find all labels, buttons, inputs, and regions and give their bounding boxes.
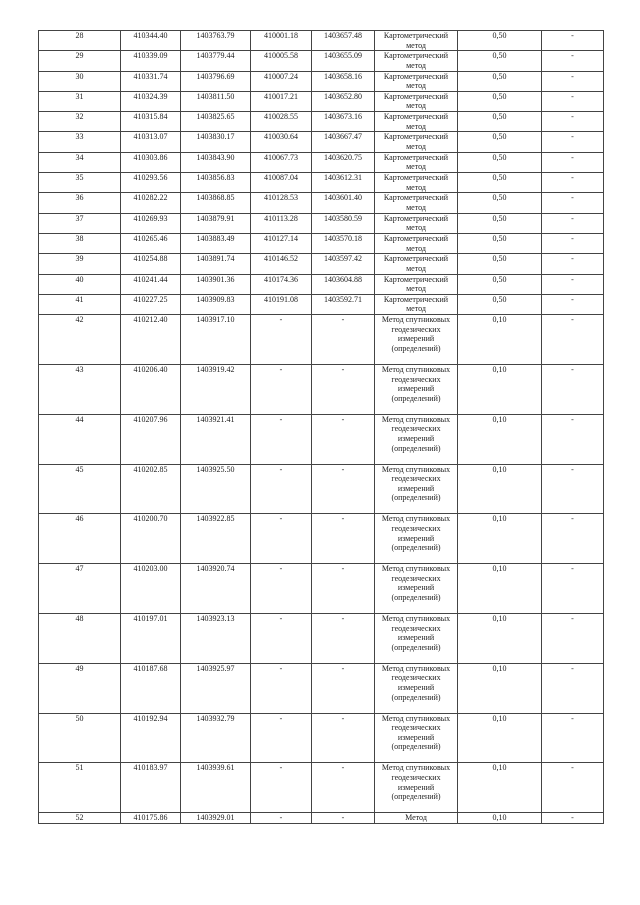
note-cell: - [542, 414, 604, 464]
accuracy-cell: 0,50 [458, 91, 542, 111]
x-coordinate-cell: 410200.70 [121, 514, 181, 564]
table-row [39, 713, 604, 763]
x-coordinate-cell: 410206.40 [121, 364, 181, 414]
method-cell: Картометрический метод [375, 233, 458, 253]
x-coordinate-cell: 410313.07 [121, 132, 181, 152]
note-cell: - [542, 112, 604, 132]
point-number-cell: 47 [39, 564, 121, 614]
table-row [39, 274, 604, 294]
accuracy-cell: 0,50 [458, 51, 542, 71]
accuracy-cell: 0,50 [458, 152, 542, 172]
note-cell: - [542, 233, 604, 253]
prev-x-coordinate-cell: - [251, 364, 312, 414]
prev-y-coordinate-cell: 1403612.31 [312, 173, 375, 193]
table-row [39, 132, 604, 152]
accuracy-cell: 0,10 [458, 414, 542, 464]
prev-x-coordinate-cell: - [251, 564, 312, 614]
method-cell: Картометрический метод [375, 132, 458, 152]
method-cell: Метод спутниковых геодезических измерений (определений) [375, 763, 458, 813]
method-cell: Картометрический метод [375, 254, 458, 274]
x-coordinate-cell: 410265.46 [121, 233, 181, 253]
prev-x-coordinate-cell: - [251, 464, 312, 514]
method-cell: Метод спутниковых геодезических измерений (определений) [375, 315, 458, 365]
y-coordinate-cell: 1403939.61 [181, 763, 251, 813]
note-cell: - [542, 254, 604, 274]
x-coordinate-cell: 410241.44 [121, 274, 181, 294]
x-coordinate-cell: 410344.40 [121, 31, 181, 51]
note-cell: - [542, 51, 604, 71]
table-row [39, 173, 604, 193]
note-cell: - [542, 464, 604, 514]
prev-y-coordinate-cell: 1403673.16 [312, 112, 375, 132]
accuracy-cell: 0,50 [458, 193, 542, 213]
accuracy-cell: 0,50 [458, 132, 542, 152]
table-row [39, 71, 604, 91]
note-cell: - [542, 663, 604, 713]
point-number-cell: 46 [39, 514, 121, 564]
note-cell: - [542, 31, 604, 51]
prev-x-coordinate-cell: 410191.08 [251, 294, 312, 314]
y-coordinate-cell: 1403922.85 [181, 514, 251, 564]
table-row [39, 152, 604, 172]
method-cell: Картометрический метод [375, 112, 458, 132]
accuracy-cell: 0,10 [458, 464, 542, 514]
method-cell: Метод спутниковых геодезических измерений (определений) [375, 514, 458, 564]
prev-x-coordinate-cell: - [251, 813, 312, 824]
note-cell: - [542, 132, 604, 152]
x-coordinate-cell: 410187.68 [121, 663, 181, 713]
y-coordinate-cell: 1403779.44 [181, 51, 251, 71]
accuracy-cell: 0,50 [458, 31, 542, 51]
x-coordinate-cell: 410203.00 [121, 564, 181, 614]
table-row [39, 233, 604, 253]
point-number-cell: 49 [39, 663, 121, 713]
prev-x-coordinate-cell: - [251, 514, 312, 564]
prev-x-coordinate-cell: - [251, 315, 312, 365]
point-number-cell: 30 [39, 71, 121, 91]
note-cell: - [542, 274, 604, 294]
prev-y-coordinate-cell: - [312, 813, 375, 824]
note-cell: - [542, 564, 604, 614]
prev-x-coordinate-cell: 410174.36 [251, 274, 312, 294]
x-coordinate-cell: 410282.22 [121, 193, 181, 213]
table-row [39, 414, 604, 464]
y-coordinate-cell: 1403921.41 [181, 414, 251, 464]
point-number-cell: 32 [39, 112, 121, 132]
point-number-cell: 36 [39, 193, 121, 213]
accuracy-cell: 0,50 [458, 173, 542, 193]
y-coordinate-cell: 1403763.79 [181, 31, 251, 51]
prev-y-coordinate-cell: 1403592.71 [312, 294, 375, 314]
method-cell: Картометрический метод [375, 274, 458, 294]
y-coordinate-cell: 1403919.42 [181, 364, 251, 414]
table-row [39, 364, 604, 414]
method-cell: Картометрический метод [375, 51, 458, 71]
x-coordinate-cell: 410175.86 [121, 813, 181, 824]
prev-y-coordinate-cell: - [312, 514, 375, 564]
prev-y-coordinate-cell: 1403597.42 [312, 254, 375, 274]
y-coordinate-cell: 1403917.10 [181, 315, 251, 365]
prev-y-coordinate-cell: 1403620.75 [312, 152, 375, 172]
y-coordinate-cell: 1403901.36 [181, 274, 251, 294]
accuracy-cell: 0,10 [458, 564, 542, 614]
point-number-cell: 34 [39, 152, 121, 172]
point-number-cell: 43 [39, 364, 121, 414]
method-cell: Картометрический метод [375, 152, 458, 172]
prev-y-coordinate-cell: - [312, 663, 375, 713]
point-number-cell: 51 [39, 763, 121, 813]
accuracy-cell: 0,50 [458, 233, 542, 253]
method-cell: Метод спутниковых геодезических измерений (определений) [375, 414, 458, 464]
note-cell: - [542, 152, 604, 172]
table-row [39, 193, 604, 213]
accuracy-cell: 0,50 [458, 294, 542, 314]
x-coordinate-cell: 410303.86 [121, 152, 181, 172]
prev-y-coordinate-cell: - [312, 315, 375, 365]
y-coordinate-cell: 1403843.90 [181, 152, 251, 172]
table-body [39, 31, 604, 824]
point-number-cell: 33 [39, 132, 121, 152]
x-coordinate-cell: 410192.94 [121, 713, 181, 763]
y-coordinate-cell: 1403811.50 [181, 91, 251, 111]
y-coordinate-cell: 1403929.01 [181, 813, 251, 824]
x-coordinate-cell: 410254.88 [121, 254, 181, 274]
accuracy-cell: 0,10 [458, 813, 542, 824]
x-coordinate-cell: 410212.40 [121, 315, 181, 365]
table-row [39, 514, 604, 564]
accuracy-cell: 0,10 [458, 514, 542, 564]
table-row [39, 763, 604, 813]
method-cell: Метод спутниковых геодезических измерений (определений) [375, 564, 458, 614]
prev-x-coordinate-cell: 410005.58 [251, 51, 312, 71]
point-number-cell: 40 [39, 274, 121, 294]
prev-y-coordinate-cell: 1403667.47 [312, 132, 375, 152]
prev-x-coordinate-cell: - [251, 763, 312, 813]
prev-x-coordinate-cell: 410146.52 [251, 254, 312, 274]
accuracy-cell: 0,50 [458, 274, 542, 294]
table-row [39, 464, 604, 514]
prev-y-coordinate-cell: 1403657.48 [312, 31, 375, 51]
x-coordinate-cell: 410339.09 [121, 51, 181, 71]
x-coordinate-cell: 410183.97 [121, 763, 181, 813]
method-cell: Метод спутниковых геодезических измерений (определений) [375, 663, 458, 713]
prev-x-coordinate-cell: 410127.14 [251, 233, 312, 253]
y-coordinate-cell: 1403909.83 [181, 294, 251, 314]
note-cell: - [542, 294, 604, 314]
point-number-cell: 37 [39, 213, 121, 233]
point-number-cell: 41 [39, 294, 121, 314]
x-coordinate-cell: 410315.84 [121, 112, 181, 132]
table-row [39, 51, 604, 71]
table-row [39, 254, 604, 274]
prev-y-coordinate-cell: - [312, 414, 375, 464]
accuracy-cell: 0,10 [458, 364, 542, 414]
accuracy-cell: 0,10 [458, 713, 542, 763]
prev-y-coordinate-cell: 1403601.40 [312, 193, 375, 213]
prev-y-coordinate-cell: 1403652.80 [312, 91, 375, 111]
y-coordinate-cell: 1403925.97 [181, 663, 251, 713]
x-coordinate-cell: 410293.56 [121, 173, 181, 193]
prev-x-coordinate-cell: 410113.28 [251, 213, 312, 233]
prev-y-coordinate-cell: - [312, 364, 375, 414]
y-coordinate-cell: 1403883.49 [181, 233, 251, 253]
x-coordinate-cell: 410207.96 [121, 414, 181, 464]
point-number-cell: 42 [39, 315, 121, 365]
point-number-cell: 28 [39, 31, 121, 51]
method-cell: Метод спутниковых геодезических измерений (определений) [375, 713, 458, 763]
method-cell: Картометрический метод [375, 193, 458, 213]
method-cell: Метод спутниковых геодезических измерений (определений) [375, 364, 458, 414]
prev-y-coordinate-cell: - [312, 613, 375, 663]
x-coordinate-cell: 410331.74 [121, 71, 181, 91]
y-coordinate-cell: 1403891.74 [181, 254, 251, 274]
prev-x-coordinate-cell: 410017.21 [251, 91, 312, 111]
y-coordinate-cell: 1403830.17 [181, 132, 251, 152]
accuracy-cell: 0,10 [458, 663, 542, 713]
table-row [39, 813, 604, 824]
note-cell: - [542, 514, 604, 564]
note-cell: - [542, 763, 604, 813]
prev-x-coordinate-cell: 410007.24 [251, 71, 312, 91]
accuracy-cell: 0,50 [458, 112, 542, 132]
prev-y-coordinate-cell: - [312, 713, 375, 763]
point-number-cell: 29 [39, 51, 121, 71]
point-number-cell: 35 [39, 173, 121, 193]
method-cell: Картометрический метод [375, 294, 458, 314]
prev-y-coordinate-cell: - [312, 464, 375, 514]
table-row [39, 112, 604, 132]
method-cell: Картометрический метод [375, 173, 458, 193]
method-cell: Картометрический метод [375, 31, 458, 51]
x-coordinate-cell: 410227.25 [121, 294, 181, 314]
y-coordinate-cell: 1403879.91 [181, 213, 251, 233]
point-number-cell: 44 [39, 414, 121, 464]
method-cell: Картометрический метод [375, 213, 458, 233]
prev-x-coordinate-cell: - [251, 663, 312, 713]
table-row [39, 315, 604, 365]
note-cell: - [542, 713, 604, 763]
method-cell: Метод спутниковых геодезических измерений (определений) [375, 464, 458, 514]
method-cell: Картометрический метод [375, 71, 458, 91]
prev-x-coordinate-cell: 410087.04 [251, 173, 312, 193]
prev-y-coordinate-cell: 1403655.09 [312, 51, 375, 71]
table-row [39, 31, 604, 51]
table-row [39, 663, 604, 713]
accuracy-cell: 0,50 [458, 71, 542, 91]
table-row [39, 294, 604, 314]
prev-x-coordinate-cell: - [251, 713, 312, 763]
point-number-cell: 52 [39, 813, 121, 824]
y-coordinate-cell: 1403932.79 [181, 713, 251, 763]
method-cell: Метод [375, 813, 458, 824]
prev-y-coordinate-cell: 1403570.18 [312, 233, 375, 253]
prev-x-coordinate-cell: 410001.18 [251, 31, 312, 51]
note-cell: - [542, 71, 604, 91]
y-coordinate-cell: 1403796.69 [181, 71, 251, 91]
prev-y-coordinate-cell: - [312, 763, 375, 813]
note-cell: - [542, 213, 604, 233]
prev-x-coordinate-cell: 410128.53 [251, 193, 312, 213]
coordinates-table [38, 30, 604, 824]
note-cell: - [542, 193, 604, 213]
x-coordinate-cell: 410324.39 [121, 91, 181, 111]
point-number-cell: 31 [39, 91, 121, 111]
document-page [38, 30, 603, 824]
point-number-cell: 45 [39, 464, 121, 514]
accuracy-cell: 0,50 [458, 254, 542, 274]
prev-y-coordinate-cell: 1403580.59 [312, 213, 375, 233]
accuracy-cell: 0,10 [458, 613, 542, 663]
prev-y-coordinate-cell: 1403658.16 [312, 71, 375, 91]
x-coordinate-cell: 410202.85 [121, 464, 181, 514]
prev-y-coordinate-cell: - [312, 564, 375, 614]
table-row [39, 564, 604, 614]
method-cell: Картометрический метод [375, 91, 458, 111]
table-row [39, 91, 604, 111]
point-number-cell: 48 [39, 613, 121, 663]
point-number-cell: 39 [39, 254, 121, 274]
point-number-cell: 38 [39, 233, 121, 253]
note-cell: - [542, 364, 604, 414]
prev-x-coordinate-cell: - [251, 414, 312, 464]
accuracy-cell: 0,50 [458, 213, 542, 233]
method-cell: Метод спутниковых геодезических измерений (определений) [375, 613, 458, 663]
note-cell: - [542, 813, 604, 824]
y-coordinate-cell: 1403856.83 [181, 173, 251, 193]
y-coordinate-cell: 1403825.65 [181, 112, 251, 132]
note-cell: - [542, 91, 604, 111]
note-cell: - [542, 315, 604, 365]
table-row [39, 213, 604, 233]
x-coordinate-cell: 410269.93 [121, 213, 181, 233]
x-coordinate-cell: 410197.01 [121, 613, 181, 663]
note-cell: - [542, 173, 604, 193]
table-row [39, 613, 604, 663]
y-coordinate-cell: 1403923.13 [181, 613, 251, 663]
accuracy-cell: 0,10 [458, 763, 542, 813]
prev-x-coordinate-cell: - [251, 613, 312, 663]
point-number-cell: 50 [39, 713, 121, 763]
y-coordinate-cell: 1403920.74 [181, 564, 251, 614]
prev-x-coordinate-cell: 410067.73 [251, 152, 312, 172]
prev-x-coordinate-cell: 410028.55 [251, 112, 312, 132]
y-coordinate-cell: 1403925.50 [181, 464, 251, 514]
note-cell: - [542, 613, 604, 663]
y-coordinate-cell: 1403868.85 [181, 193, 251, 213]
accuracy-cell: 0,10 [458, 315, 542, 365]
prev-x-coordinate-cell: 410030.64 [251, 132, 312, 152]
prev-y-coordinate-cell: 1403604.88 [312, 274, 375, 294]
